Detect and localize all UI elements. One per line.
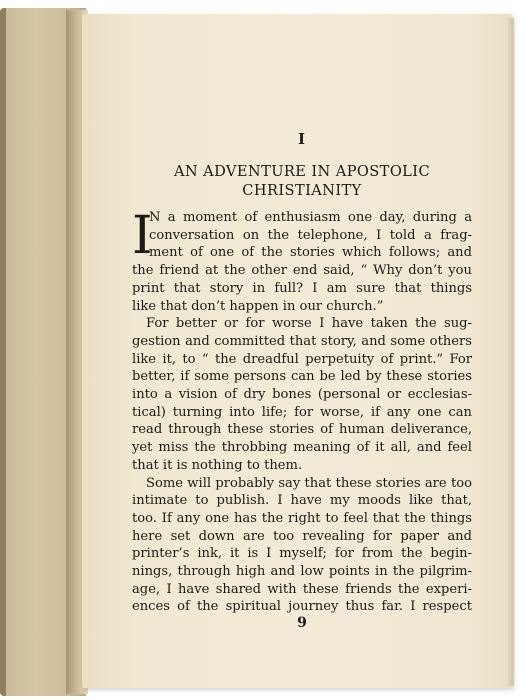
text-line: here set down are too revealing for paper and [132,528,472,544]
text-line: ment of one of the stories which follows; and [149,245,472,261]
paragraph [132,315,472,474]
text-line: Some will probably say that these stories are too [146,475,472,491]
chapter-title-line: AN ADVENTURE IN APOSTOLIC [173,163,431,180]
text-line: like it, to “ the dreadful perpetuity of print.” For [132,351,472,367]
text-line: too. If any one has the right to feel that the things [132,510,472,526]
text-line: printer’s ink, it is I myself; for from the begin- [132,546,472,562]
cover-edge [0,8,6,696]
paragraph [132,475,472,617]
text-line: intimate to publish. I have my moods like that, [132,493,472,509]
text-line: that it is nothing to them. [132,457,303,473]
text-line: the friend at the other end said, “ Why don’t you [132,263,472,279]
text-line: yet miss the throbbing meaning of it all, and feel [132,440,472,456]
page-text [132,130,472,616]
text-line: gestion and committed that story, and some others [132,333,472,349]
text-line: print that story in full? I am sure that things [132,280,472,296]
chapter-title-line: CHRISTIANITY [242,182,362,199]
text-line: For better or for worse I have taken the sug- [146,316,472,332]
chapter-title [132,162,472,200]
text-line: tical) turning into life; for worse, if any one can [132,404,472,420]
text-line: N a moment of enthusiasm one day, during a [149,210,472,225]
page-number: 9 [297,615,307,631]
text-line: nings, through high and low points in the pilgrim- [132,564,472,580]
drop-cap: I [132,206,153,266]
chapter-number: I [297,130,307,148]
text-line: age, I have shared with these friends the experi- [132,581,472,597]
text-line: into a vision of dry bones (personal or ecclesias- [132,387,472,403]
paragraph-opening [132,206,472,315]
text-line: like that don’t happen in our church.” [132,298,384,314]
page-edge [508,18,514,686]
text-line: read through these stories of human deliverance, [132,422,472,438]
text-line: better, if some persons can be led by these stories [132,369,472,385]
text-line: conversation on the telephone, I told a frag- [149,227,472,243]
text-line: ences of the spiritual journey thus far. I respect [132,599,472,615]
